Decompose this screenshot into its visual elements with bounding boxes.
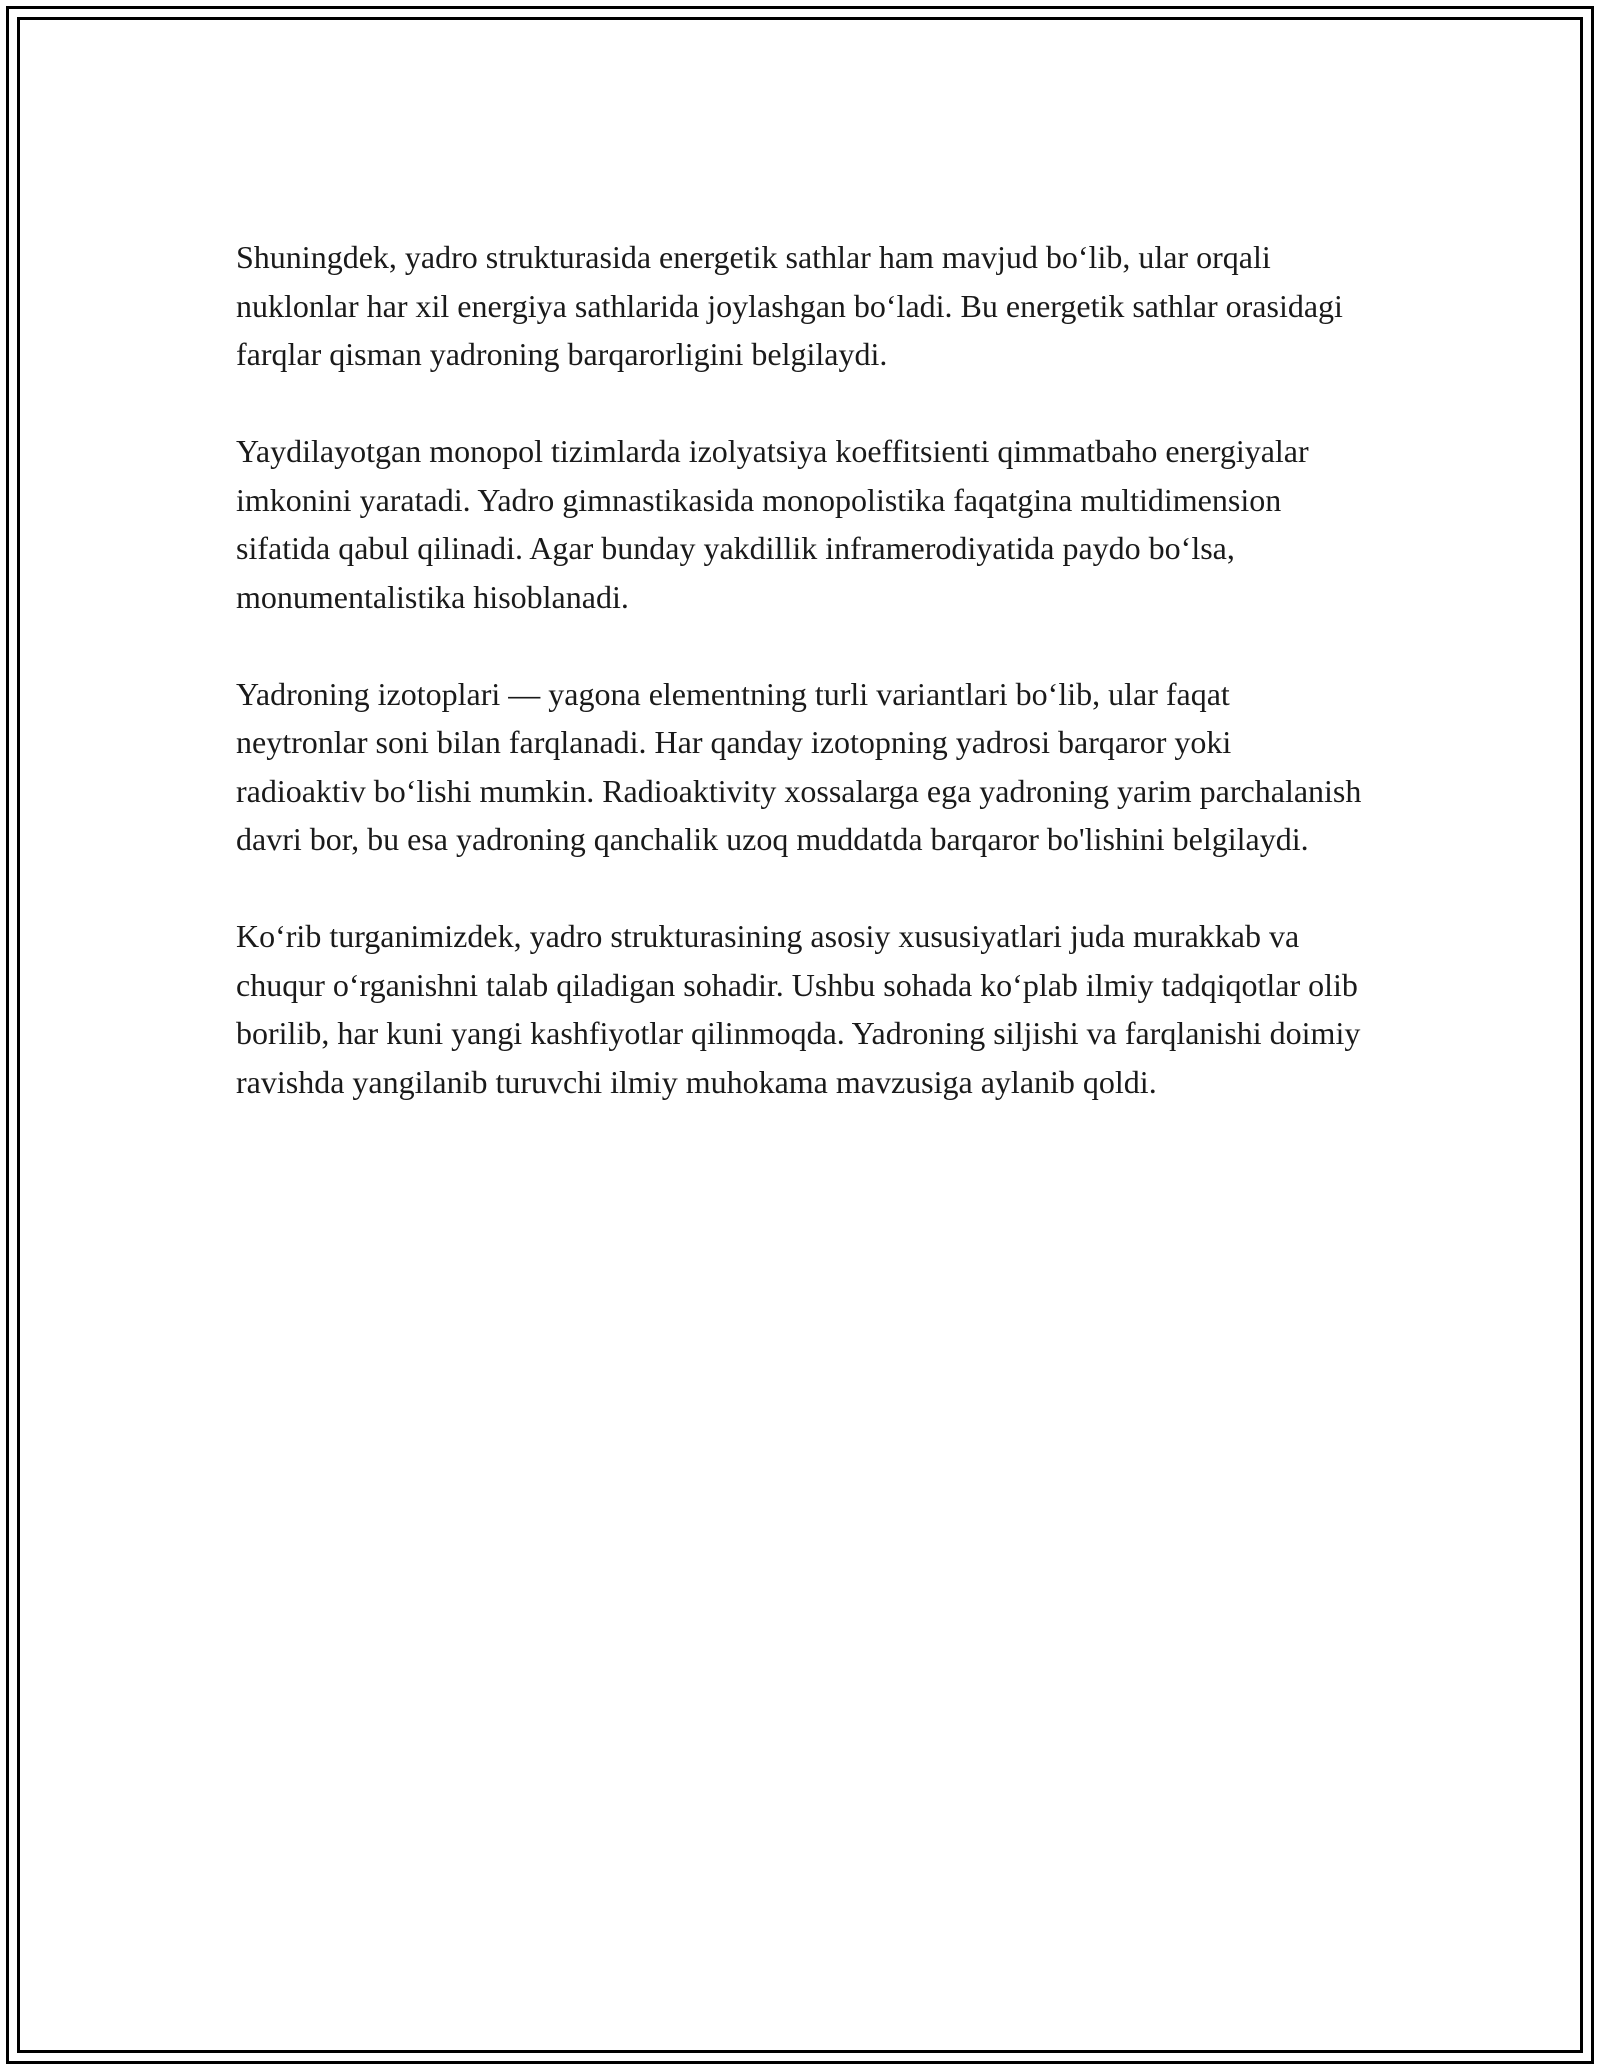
paragraph-1: Shuningdek, yadro strukturasida energetik sathlar ham mavjud bo‘lib, ular orqali nuklonlar har xil energiya sathlarida joylashgan bo‘ladi. Bu energetik sathlar orasidagi farqlar qisman yadroning barqarorligini belgilaydi. [236, 239, 1343, 372]
document-body [236, 233, 1366, 1155]
paragraph-3: Yadroning izotoplari — yagona elementning turli variantlari bo‘lib, ular faqat neytronlar soni bilan farqlanadi. Har qanday izotopning yadrosi barqaror yoki radioaktiv bo‘lishi mumkin. Radioaktivity xossalarga ega yadroning yarim parchalanish davri bor, bu esa yadroning qanchalik uzoq muddatda barqaror bo'lishini belgilaydi. [236, 675, 1362, 857]
paragraph-4: Ko‘rib turganimizdek, yadro strukturasining asosiy xususiyatlari juda murakkab va chuqur o‘rganishni talab qiladigan sohadir. Ushbu sohada ko‘plab ilmiy tadqiqotlar olib borilib, har kuni yangi kashfiyotlar qilinmoqda. Yadroning siljishi va farqlanishi doimiy ravishda yangilanib turuvchi ilmiy muhokama mavzusiga aylanib qoldi. [236, 918, 1361, 1100]
paragraph-2: Yaydilayotgan monopol tizimlarda izolyatsiya koeffitsienti qimmatbaho energiyalar imkonini yaratadi. Yadro gimnastikasida monopolistika faqatgina multidimension sifatida qabul qilinadi. Agar bunday yakdillik inframerodiyatida paydo bo‘lsa, monumentalistika hisoblanadi. [236, 433, 1309, 615]
